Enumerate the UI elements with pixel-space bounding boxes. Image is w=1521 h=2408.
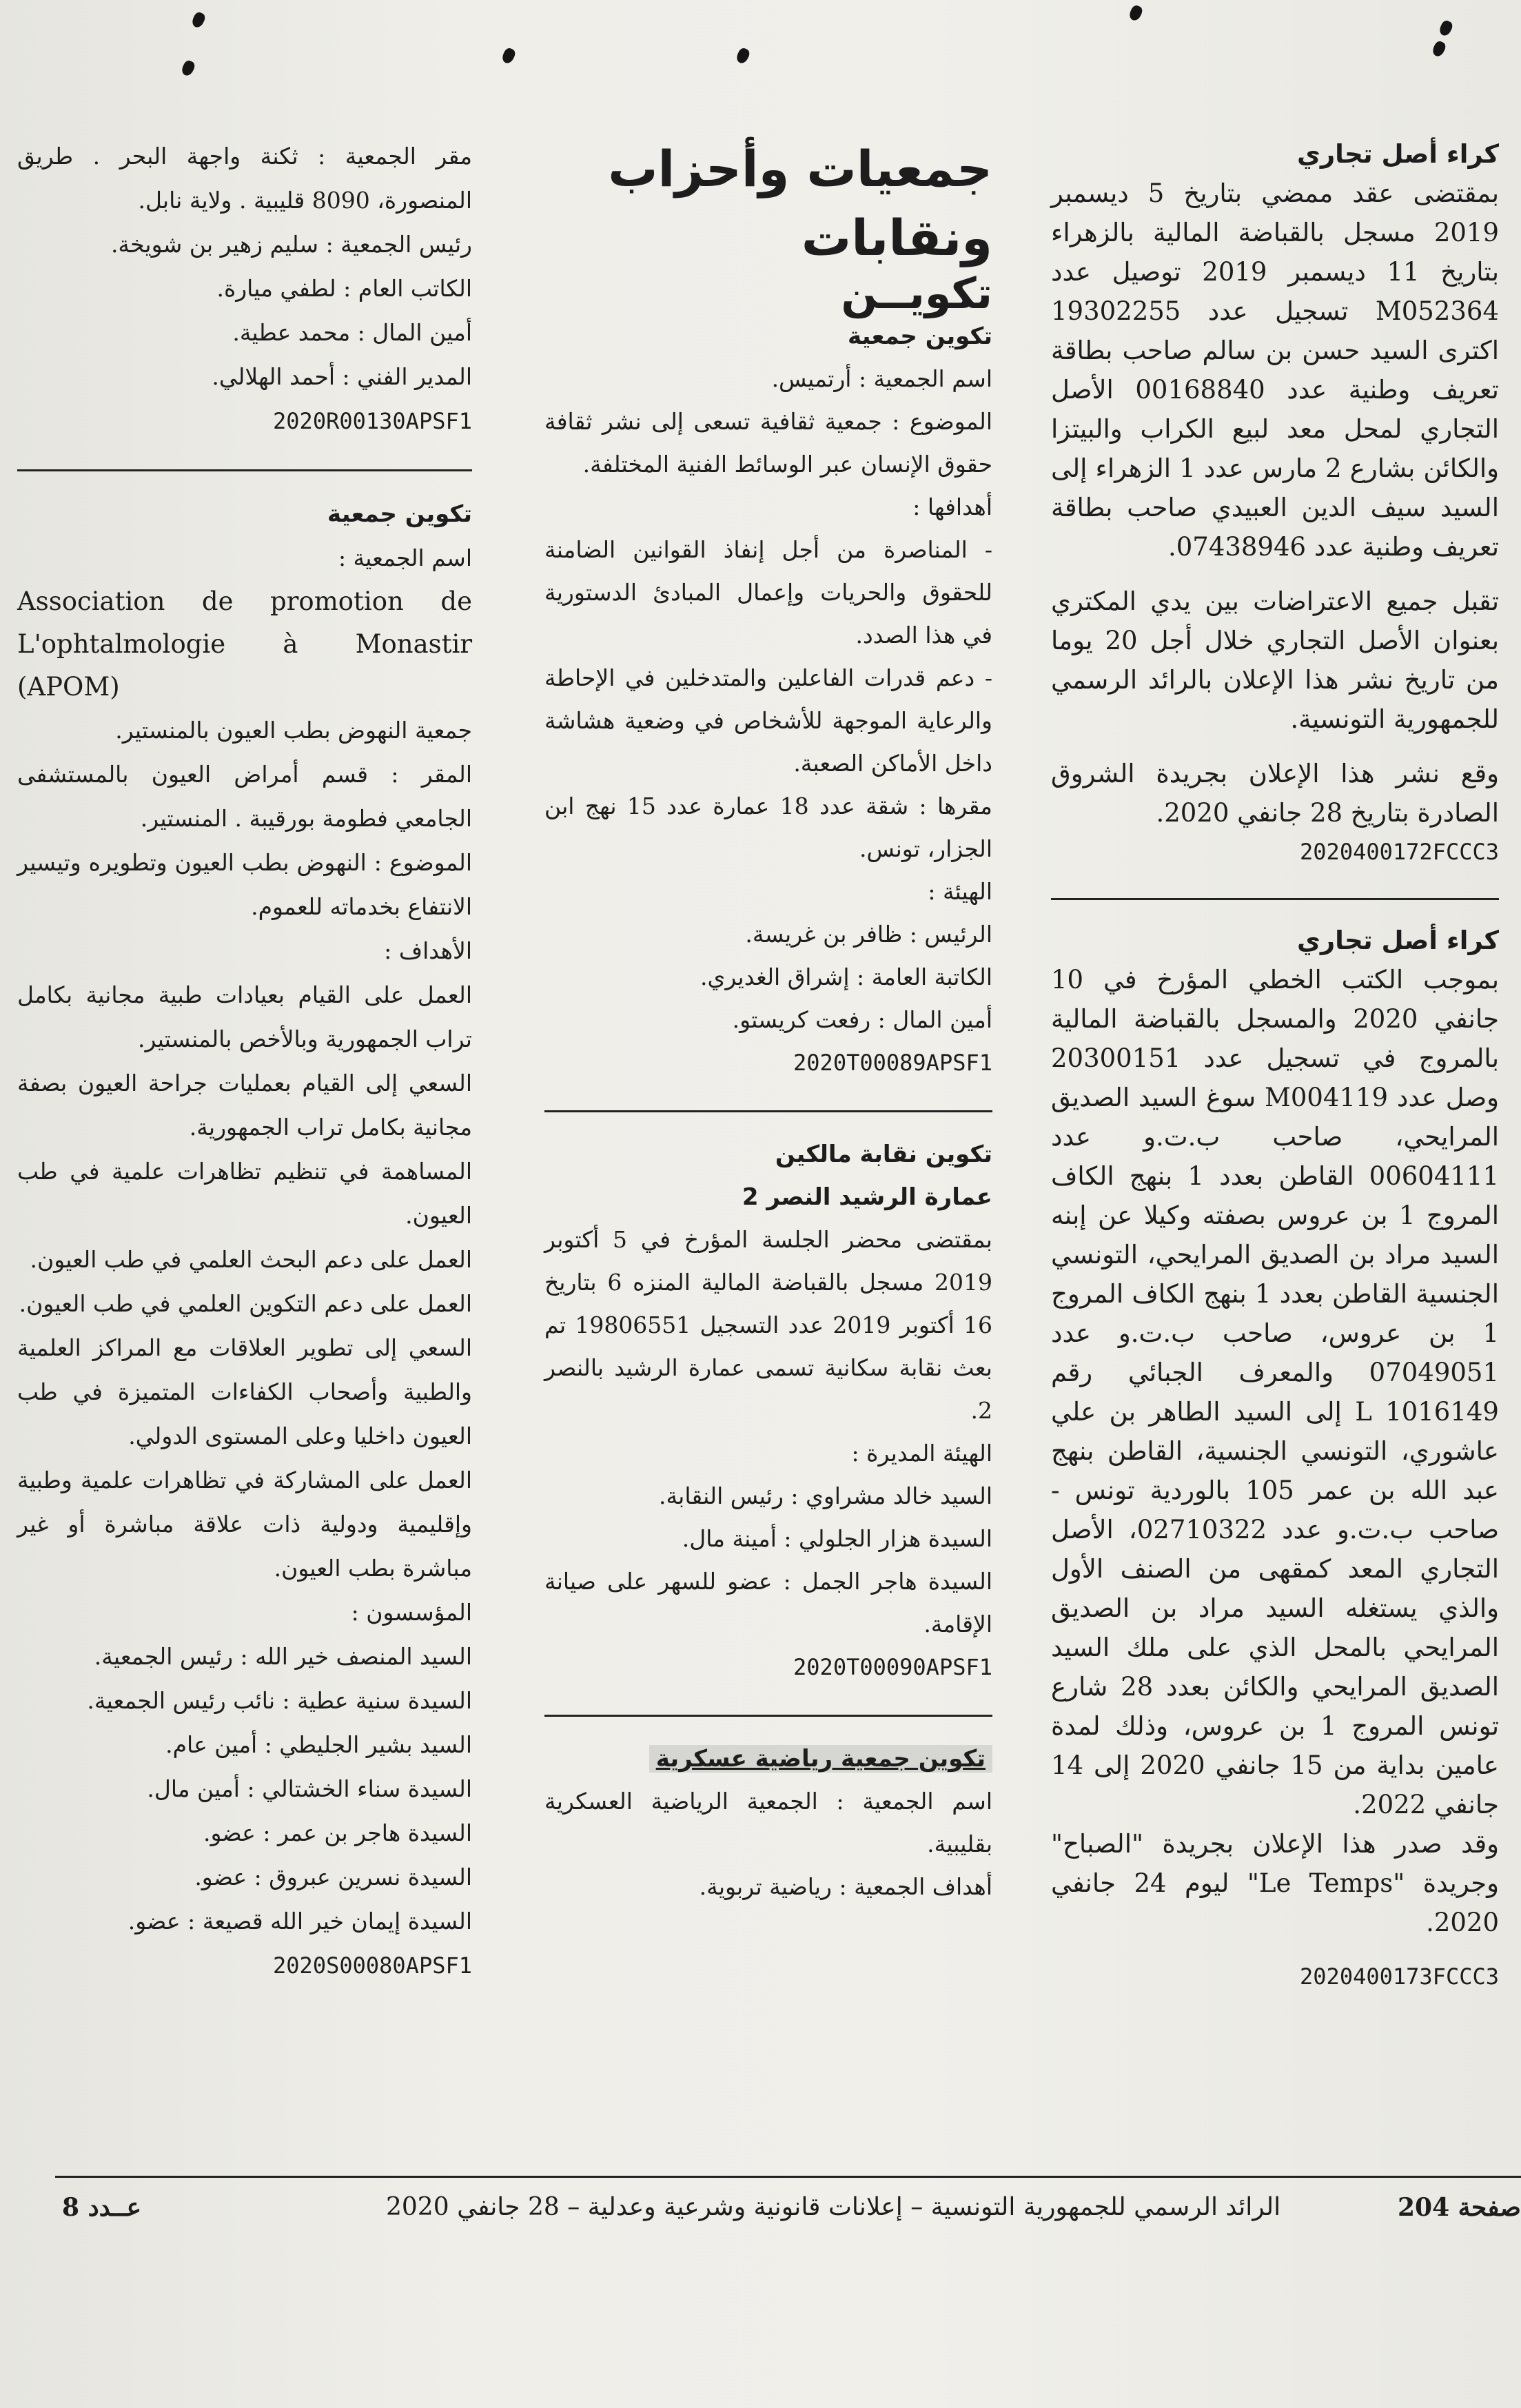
association-name-label: اسم الجمعية :: [338, 544, 472, 571]
association-name: اسم الجمعية : أرتميس.: [771, 365, 992, 392]
page-footer: [55, 2176, 1521, 2233]
divider: [544, 1110, 992, 1112]
association-treasurer: أمين المال : محمد عطية.: [232, 319, 472, 346]
association-goals-label: الأهداف :: [384, 937, 472, 964]
association-founder: السيدة سناء الخشتالي : أمين مال.: [147, 1775, 472, 1802]
footer-page-number: صفحة 204: [1397, 2193, 1521, 2222]
association-name-arabic: جمعية النهوض بطب العيون بالمنستير.: [115, 717, 472, 744]
notice-objections: تقبل جميع الاعتراضات بين يدي المكتري بعنوان الأصل التجاري خلال أجل 20 يوما من تاريخ نشر هذا الإعلان بالرائد الرسمي للجمهورية التونسية.: [1051, 586, 1500, 734]
notice-reference: 2020400173FCCC3: [1300, 1963, 1499, 1990]
association-reference: 2020R00130APSF1: [273, 408, 472, 434]
association-president: رئيس الجمعية : سليم زهير بن شويخة.: [110, 231, 472, 258]
association-goal: - دعم قدرات الفاعلين والمتدخلين في الإحاطة والرعاية الموجهة للأشخاص في وضعية هشاشة داخل الأماكن الصعبة.: [544, 664, 992, 777]
punch-mark: [735, 47, 751, 65]
punch-mark: [1438, 19, 1454, 38]
punch-mark: [1431, 40, 1447, 59]
union-board-label: الهيئة المديرة :: [851, 1440, 992, 1467]
union-subheading: عمارة الرشيد النصر 2: [742, 1183, 992, 1211]
association-hq: المقر : قسم أمراض العيون بالمستشفى الجامعي فطومة بورقيبة . المنستير.: [17, 761, 472, 832]
left-column: [17, 134, 472, 1988]
right-column: [1051, 134, 1499, 1997]
notice-body: بمقتضى عقد ممضي بتاريخ 5 ديسمبر 2019 مسجل بالقباضة المالية بالزهراء بتاريخ 11 ديسمبر 2019 توصيل عدد M052364 تسجيل عدد 19302255 اكترى السيد حسن بن سالم صاحب بطاقة تعريف وطنية عدد 00168840 الأصل التجاري لمحل معد لبيع الكراب والبيتزا والكائن بشارع 2 مارس عدد 1 الزهراء إلى السيد سيف الدين العبيدي صاحب بطاقة تعريف وطنية عدد 07438946.: [1051, 178, 1500, 562]
notice-published: وقد صدر هذا الإعلان بجريدة "الصباح" وجريدة "Le Temps" ليوم 24 جانفي 2020.: [1051, 1829, 1499, 1937]
association-heading: تكوين جمعية: [327, 500, 472, 528]
association-name-french: Association de promotion de L'ophtalmologie à Monastir (APOM): [17, 586, 472, 702]
footer-issue-number: عــدد 8: [62, 2193, 142, 2222]
association-goal: المساهمة في تنظيم تظاهرات علمية في طب العيون.: [17, 1158, 472, 1229]
divider: [544, 1715, 992, 1717]
association-founders-label: المؤسسون :: [351, 1599, 472, 1626]
section-title: جمعيات وأحزاب ونقابات: [608, 140, 992, 267]
union-member: السيدة هزار الجلولي : أمينة مال.: [682, 1525, 992, 1552]
union-member: السيدة هاجر الجمل : عضو للسهر على صيانة الإقامة.: [544, 1568, 992, 1637]
association-founder: السيدة إيمان خير الله قصيعة : عضو.: [127, 1908, 472, 1935]
association-reference: 2020T00089APSF1: [793, 1050, 992, 1076]
notice-published: وقع نشر هذا الإعلان بجريدة الشروق الصادرة بتاريخ 28 جانفي 2020.: [1051, 759, 1499, 828]
union-reference: 2020T00090APSF1: [793, 1654, 992, 1680]
association-founder: السيد المنصف خير الله : رئيس الجمعية.: [94, 1643, 472, 1670]
association-goal: السعي إلى القيام بعمليات جراحة العيون بصفة مجانية بكامل تراب الجمهورية.: [17, 1070, 472, 1141]
divider: [17, 469, 472, 471]
notice-body: بموجب الكتب الخطي المؤرخ في 10 جانفي 2020 والمسجل بالقباضة المالية بالمروج في تسجيل عدد 20300151 وصل عدد M004119 سوغ السيد الصديق المرايحي، صاحب ب.ت.و عدد 00604111 القاطن بعدد 1 بنهج الكاف المروج 1 بن عروس بصفته وكيلا عن إبنه السيد مراد بن الصديق المرايحي، التونسي الجنسية القاطن بعدد 1 بنهج الكاف المروج 1 بن عروس، صاحب ب.ت.و عدد 07049051 والمعرف الجبائي رقم 1016149 L إلى السيد الطاهر بن علي عاشوري، التونسي الجنسية، القاطن بنهج عبد الله بن عمر 105 بالوردية تونس - صاحب ب.ت.و عدد 02710322، الأصل التجاري المعد كمقهى من الصنف الأول والذي يستغله السيد مراد بن الصديق المرايحي بالمحل الذي على ملك السيد الصديق المرايحي والكائن بعدد 28 شارع تونس المروج 1 بن عروس، وذلك لمدة عامين بداية من 15 جانفي 2020 إلى 14 جانفي 2022.: [1051, 965, 1500, 1819]
divider: [1051, 898, 1499, 900]
association-president: الرئيس : ظافر بن غريسة.: [745, 921, 992, 948]
association-goal: - المناصرة من أجل إنفاذ القوانين الضامنة للحقوق والحريات وإعمال المبادئ الدستورية في هذا الصدد.: [544, 536, 992, 649]
association-goal: العمل على المشاركة في تظاهرات علمية وطبية وإقليمية ودولية ذات علاقة مباشرة أو غير مباشرة بطب العيون.: [17, 1467, 472, 1582]
association-heading: تكوين جمعية: [847, 323, 992, 350]
union-member: السيد خالد مشراوي : رئيس النقابة.: [658, 1482, 992, 1509]
association-secretary: الكاتبة العامة : إشراق الغديري.: [700, 963, 992, 990]
association-founder: السيدة سنية عطية : نائب رئيس الجمعية.: [87, 1687, 472, 1714]
association-hq: مقرها : شقة عدد 18 عمارة عدد 15 نهج ابن الجزار، تونس.: [544, 793, 992, 862]
military-association-heading-text: تكوين جمعية رياضية عسكرية: [649, 1745, 992, 1773]
association-hq: مقر الجمعية : ثكنة واجهة البحر . طريق المنصورة، 8090 قليبية . ولاية نابل.: [17, 143, 472, 214]
military-association-goals: أهداف الجمعية : رياضية تربوية.: [699, 1873, 992, 1900]
association-goal: السعي إلى تطوير العلاقات مع المراكز العلمية والطبية وأصحاب الكفاءات المتميزة في طب العيون داخليا وعلى المستوى الدولي.: [17, 1334, 472, 1449]
association-board-label: الهيئة :: [928, 878, 992, 905]
middle-column: [544, 134, 992, 1908]
association-subject: الموضوع : النهوض بطب العيون وتطويره وتيسير الانتفاع بخدماته للعموم.: [17, 849, 472, 920]
footer-publication: الرائد الرسمي للجمهورية التونسية – إعلانات قانونية وشرعية وعدلية – 28 جانفي 2020: [386, 2193, 1281, 2221]
association-treasurer: أمين المال : رفعت كريستو.: [732, 1006, 992, 1033]
section-subtitle: تكويــن: [841, 268, 992, 318]
association-founder: السيد بشير الجليطي : أمين عام.: [165, 1731, 472, 1758]
notice-heading: كراء أصل تجاري: [1296, 926, 1499, 955]
association-reference: 2020S00080APSF1: [273, 1952, 472, 1979]
union-heading: تكوين نقابة مالكين: [775, 1141, 992, 1168]
association-subject: الموضوع : جمعية ثقافية تسعى إلى نشر ثقافة حقوق الإنسان عبر الوسائط الفنية المختلفة.: [544, 408, 992, 478]
association-goal: العمل على دعم التكوين العلمي في طب العيون.: [19, 1290, 472, 1317]
association-secretary: الكاتب العام : لطفي ميارة.: [216, 275, 472, 302]
association-goal: العمل على دعم البحث العلمي في طب العيون.: [30, 1246, 472, 1273]
association-goals-label: أهدافها :: [912, 493, 992, 520]
notice-reference: 2020400172FCCC3: [1300, 839, 1499, 865]
union-body: بمقتضى محضر الجلسة المؤرخ في 5 أكتوبر 2019 مسجل بالقباضة المالية المنزه 6 بتاريخ 16 أكتوبر 2019 عدد التسجيل 19806551 تم بعث نقابة سكانية تسمى عمارة الرشيد بالنصر 2.: [544, 1226, 993, 1424]
punch-mark: [1127, 4, 1144, 23]
punch-mark: [190, 11, 207, 30]
association-goal: العمل على القيام بعيادات طبية مجانية بكامل تراب الجمهورية وبالأخص بالمنستير.: [17, 981, 472, 1052]
notice-heading: كراء أصل تجاري: [1296, 139, 1499, 169]
association-technical-director: المدير الفني : أحمد الهلالي.: [212, 363, 472, 390]
military-association-name: اسم الجمعية : الجمعية الرياضية العسكرية بقليبية.: [544, 1788, 992, 1857]
military-association-heading: [544, 1737, 992, 1780]
association-founder: السيدة نسرين عبروق : عضو.: [194, 1864, 472, 1890]
punch-mark: [500, 47, 517, 65]
association-founder: السيدة هاجر بن عمر : عضو.: [203, 1819, 472, 1846]
punch-mark: [180, 59, 196, 78]
